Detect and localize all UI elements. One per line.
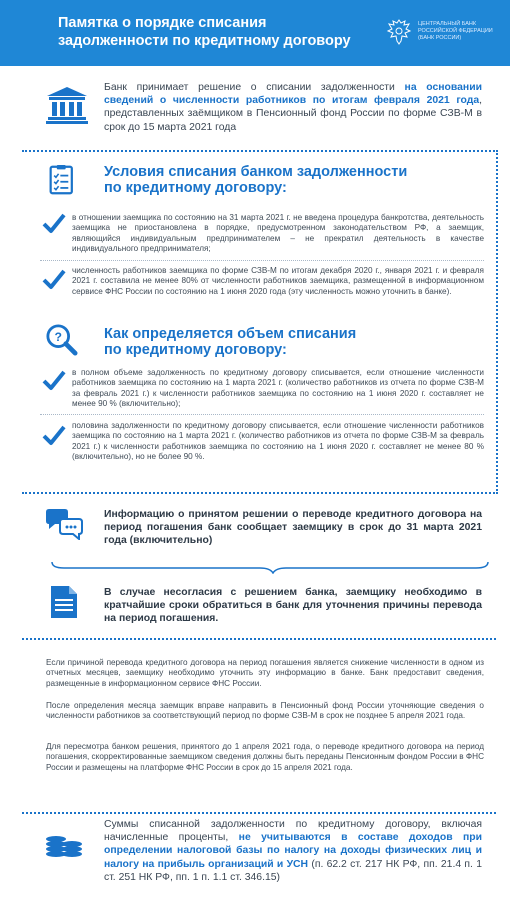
conditions-title-line1: Условия списания банком задолженности — [104, 164, 408, 180]
bank-icon — [46, 86, 88, 124]
checkmark-icon — [42, 212, 66, 234]
info-text: Информацию о принятом решении о переводе кредитного договора на период погашения банк сообщает заемщику в срок до 31 марта 2021 года (включительно) — [104, 509, 482, 546]
tax-highlight: не учитываются в составе доходов при определении налоговой базы по налогу на доходы физических лиц и налогу на прибыль организаций и УСН — [104, 832, 482, 870]
intro-text-c: , представленных заёмщиком в Пенсионный фонд России по форме СЗВ-М в срок до 15 марта 2021 года — [104, 95, 482, 133]
coins-icon — [44, 826, 84, 858]
tax-text-c: (п. 62.2 ст. 217 НК РФ, пп. 21.4 п. 1 ст. 251 НК РФ, пп. 1 п. 1.1 ст. 346.15) — [104, 858, 482, 883]
amount-title-line1: Как определяется объем списания — [104, 326, 357, 342]
document-icon — [50, 585, 78, 619]
disagree-text: В случае несогласия с решением банка, заемщику необходимо в кратчайшие сроки обратиться в банк для уточнения причины перевода на период погашения. — [104, 587, 482, 624]
amount-title-line2: по кредитному договору: — [104, 342, 287, 358]
divider — [40, 260, 484, 261]
conditions-title — [104, 164, 434, 196]
checkmark-icon — [42, 268, 66, 290]
question-magnifier-icon — [46, 323, 78, 357]
details-paragraph: После определения месяца заемщик вправе направить в Пенсионный фонд России уточняющие сведения о численности работников за соответствующий период по форме СЗВ-М в срок не позднее 5 апреля 2021 года. — [46, 701, 484, 721]
chat-bubbles-icon — [44, 508, 84, 540]
page-title — [58, 14, 388, 50]
intro-highlight: на основании сведений о численности работников по итогам февраля 2021 года — [104, 82, 482, 107]
intro-text-a: Банк принимает решение о списании задолженности — [104, 82, 405, 93]
condition-item: численность работников заемщика по форме СЗВ-М по итогам декабря 2020 г., января 2021 г. и февраля 2021 г. составила не менее 80% от численности работников заемщика, размещенной в информационном сервисе ФНС России по состоянию на 1 июня 2020 года (эту численность можно уточнить в банке). — [72, 266, 484, 296]
issuer-line3: (БАНК РОССИИ) — [418, 35, 462, 41]
issuer-line1: ЦЕНТРАЛЬНЫЙ БАНК — [418, 21, 477, 27]
checkmark-icon — [42, 424, 66, 446]
amount-item: в полном объеме задолженность по кредитному договору списывается, если отношение численности работников заемщика по состоянию на 1 марта 2021 г. (количество работников из отчета по форме СЗВ-М за февраль 2021 г.) к численности работников заемщика по состоянию на 1 июня 2020 г. составляет не менее 90 % (включительно); — [72, 368, 484, 409]
conditions-title-line2: по кредитному договору: — [104, 180, 287, 196]
issuer-name — [418, 21, 504, 42]
tax-paragraph — [104, 818, 482, 884]
checklist-icon — [48, 163, 78, 197]
divider — [40, 414, 484, 415]
page-title-line1: Памятка о порядке списания — [58, 15, 267, 31]
amount-item: половина задолженности по кредитному договору списывается, если отношение численности работников заемщика по состоянию на 1 марта 2021 г. (количество работников из отчета по форме СЗВ-М за февраль 2021 г.) к численности работников заемщика по состоянию на 1 июня 2020 г. составляет не менее 80 % (включительно), но не более 90 %. — [72, 421, 484, 462]
details-paragraph: Если причиной перевода кредитного договора на период погашения является снижение численности в одном из отчетных месяцев, заемщику необходимо уточнить эту информацию в банке. Банк предоставит сведения, размещенные в информационном сервисе ФНС России. — [46, 658, 484, 688]
brace-divider — [50, 560, 490, 574]
tax-text-a: Суммы списанной задолженности по кредитному договору, включая начисленные проценты, — [104, 819, 482, 844]
double-headed-eagle-emblem — [386, 17, 412, 47]
intro-paragraph — [104, 81, 482, 134]
condition-item: в отношении заемщика по состоянию на 31 марта 2021 г. не введена процедура банкротства, деятельность заемщика не приостановлена в порядке, предусмотренном законодательством РФ, а заемщик, являющийся индивидуальным предпринимателем – не прекратил деятельность в качестве индивидуального предпринимателя; — [72, 213, 484, 254]
details-paragraph: Для пересмотра банком решения, принятого до 1 апреля 2021 года, о переводе кредитного договора на период погашения, скорректированные заемщиком сведения должны быть переданы Пенсионным фондом России в ФНС России и размещены на платформе ФНС России в срок до 15 апреля 2021 года. — [46, 742, 484, 772]
page-title-line2: задолженности по кредитному договору — [58, 33, 351, 49]
amount-title — [104, 326, 434, 358]
issuer-line2: РОССИЙСКОЙ ФЕДЕРАЦИИ — [418, 28, 493, 34]
svg-text:?: ? — [54, 329, 62, 344]
checkmark-icon — [42, 369, 66, 391]
header-banner — [0, 0, 510, 66]
